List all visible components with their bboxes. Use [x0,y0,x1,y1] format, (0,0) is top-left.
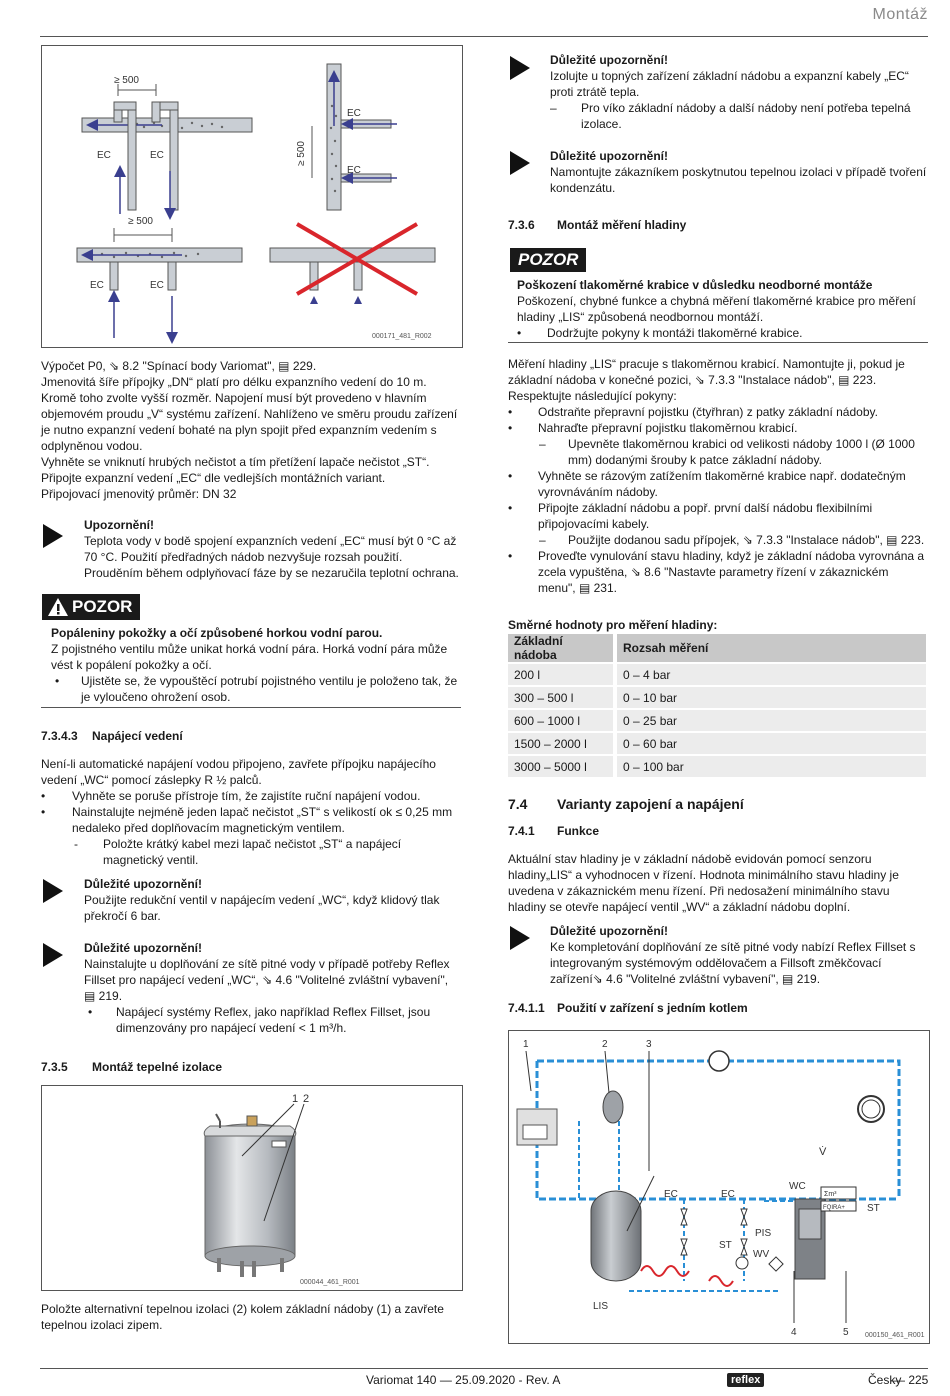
bullet-item: • Nahraďte přepravní pojistku tlakoměrnou krabicí. [508,421,798,435]
bullet-item: • Vyhněte se rázovým zatížením tlakoměrné krabice např. dodatečným vyrovnáváním nádoby. [508,469,906,499]
note-dash-item: – Pro víko základní nádoby a další nádoby není potřeba tepelná izolace. [550,101,911,131]
section-7411-number: 7.4.1.1 [508,1001,545,1015]
note-arrow-icon [510,926,530,950]
feed-line-block [41,756,461,868]
table-cell: 0 – 60 bar [615,732,926,755]
bullet-item: • Připojte základní nádobu a popř. první další nádobu flexibilními připojovacími kabely. [508,501,873,531]
fig3-fqira-label: FQIRA+ [823,1205,845,1211]
note-title: Důležité upozornění! [550,53,668,67]
fig3-pis-label: PIS [755,1228,772,1239]
paragraph-feed: Není-li automatické napájení vodou připojeno, zavřete přípojku napájecího vedení „WC“ pomocí záslepky R ½ palců. [41,757,436,787]
note-text: Teplota vody v bodě spojení expanzních vedení „EC“ musí být 0 °C až 70 °C. Použití předřadných nádob nezvyšuje rozsah použití. Prouděním během odplyňovací fáze by se nezaručila teplotní ochrana. [84,534,459,580]
pozor-rule [41,707,461,708]
footer-language: Česky [868,1373,902,1387]
section-741-title: Funkce [557,824,600,838]
bullet-text: Proveďte vynulování stavu hladiny, když je základní nádoba vyrovnána a zcela vypuštěna, ⇘ 8.6 "Nastavte parametry řízení v zákaznickém menu", ▤ 231. [538,549,925,595]
expansion-variants-drawing [42,46,462,347]
bullet-item: • Odstraňte přepravní pojistku (čtyřhran) z patky základní nádoby. [508,405,878,419]
fig1-dim-1: ≥ 500 [114,75,139,86]
note-title: Upozornění! [84,518,154,532]
section-7343-title: Napájecí vedení [92,729,183,743]
fig3-callout-2: 2 [602,1039,608,1050]
left-text-block [41,358,461,502]
table-cell: 0 – 4 bar [615,663,926,686]
section-741-number: 7.4.1 [508,824,535,838]
bullet-text: Připojte základní nádobu a popř. první další nádobu flexibilními připojovacími kabely. [538,501,873,531]
paragraph-lis: Měření hladiny „LIS“ pracuje s tlakoměrnou krabicí. Namontujte ji, pokud je základní nádoba v konečné pozici, ⇘ 7.3.3 "Instalace nádob", ▤ 223. Respektujte následující pokyny: [508,357,905,403]
bullet-text: Nainstalujte nejméně jeden lapač nečistot „ST“ s velikostí ok ≤ 0,25 mm nedaleko před doplňovacím magnetickým ventilem. [72,805,453,835]
footer-page-number: — 225 [893,1373,929,1387]
note-insulate [550,52,928,132]
fig3-sum-label: Σm³ [824,1191,837,1198]
fig1-dim-2: ≥ 500 [296,141,307,166]
dash-text: Použijte dodanou sadu přípojek, ⇘ 7.3.3 "Instalace nádob", ▤ 223. [568,533,925,547]
bullet-text: Nahraďte přepravní pojistku tlakoměrnou krabicí. [538,421,798,435]
dash-item: – Upevněte tlakoměrnou krabici od velikosti nádoby 1000 l (Ø 1000 mm) dodanými šrouby k patce základní nádoby. [539,437,915,467]
bullet-item: • Vyhněte se poruše přístroje tím, že zajistíte ruční napájení vodou. [41,789,421,803]
section-74-title: Varianty zapojení a napájení [557,796,744,812]
bullet-text: Odstraňte přepravní pojistku (čtyřhran) z patky základní nádoby. [538,405,878,419]
note-reducing-valve [84,876,460,924]
dash-text: Upevněte tlakoměrnou krabici od velikosti nádoby 1000 l (Ø 1000 mm) dodanými šrouby k patce základní nádoby. [568,437,915,467]
bullet-item: • Proveďte vynulování stavu hladiny, když je základní nádoba vyrovnána a zcela vypuštěna, ⇘ 8.6 "Nastavte parametry řízení v zákaznickém menu", ▤ 231. [508,549,925,595]
level-measurement-block [508,356,928,596]
sub-bullet-text: Položte krátký kabel mezi lapač nečistot „ST“ a napájecí magnetický ventil. [103,837,402,867]
sub-bullet-item: - Položte krátký kabel mezi lapač nečistot „ST“ a napájecí magnetický ventil. [74,837,402,867]
note-title: Důležité upozornění! [550,924,668,938]
pozor-burns-block [51,625,461,705]
pozor-title: Popáleniny pokožky a očí způsobené horkou vodní parou. [51,626,383,640]
fig3-wv-label: WV [753,1249,770,1260]
note-title: Důležité upozornění! [84,877,202,891]
fig1-dim-3: ≥ 500 [128,216,153,227]
reflex-logo: reflex [727,1373,764,1387]
fig3-lis-label: LIS [593,1301,609,1312]
pozor-pressure-block [517,277,927,341]
section-7343-number: 7.3.4.3 [41,729,78,743]
pozor-bullet: • Dodržujte pokyny k montáži tlakoměrné krabice. [517,326,803,340]
fig1-ec-label-3: EC [347,108,361,119]
section-735-title: Montáž tepelné izolace [92,1060,223,1074]
warning-triangle-icon [47,597,69,617]
fig1-ec-label-4: EC [347,165,361,176]
pozor-badge: POZOR [510,248,586,272]
fig3-st-label: ST [867,1203,880,1214]
fig2-callout-1: 1 [292,1093,299,1105]
table-cell: 0 – 10 bar [615,686,926,709]
paragraph-diameter: Připojovací jmenovitý průměr: DN 32 [41,487,237,501]
fig3-callout-3: 3 [646,1039,652,1050]
note-text: Izolujte u topných zařízení základní nádobu a expanzní kabely „EC“ proti ztrátě tepla. [550,69,909,99]
table-cell: 3000 – 5000 l [508,755,615,778]
footer-rule [40,1368,928,1369]
paragraph-ec: Připojte expanzní vedení „EC“ dle vedlejších montážních variant. [41,471,386,485]
fig2-callout-2: 2 [303,1093,310,1105]
table-cell: 0 – 25 bar [615,709,926,732]
fig1-ec-label-1: EC [97,150,111,161]
table-row [508,709,926,732]
bullet-item: • Nainstalujte nejméně jeden lapač nečistot „ST“ s velikostí ok ≤ 0,25 mm nedaleko před doplňovacím magnetickým ventilem. [41,805,453,835]
table-cell: 300 – 500 l [508,686,615,709]
note-arrow-icon [43,879,63,903]
pozor-text: Z pojistného ventilu může unikat horká vodní pára. Horká vodní pára může vést k popálení pokožky a očí. [51,642,448,672]
bullet-text: Vyhněte se rázovým zatížením tlakoměrné krabice např. dodatečným vyrovnáváním nádoby. [538,469,906,499]
note-text: Namontujte zákazníkem poskytnutou tepelnou izolaci v případě tvoření kondenzátu. [550,165,927,195]
table-row [508,732,926,755]
pozor-bullet-text: Ujistěte se, že vypouštěcí potrubí pojistného ventilu je položeno tak, že je vyloučeno ohrožení osob. [81,674,458,704]
table-title: Směrné hodnoty pro měření hladiny: [508,618,718,632]
fig3-callout-5: 5 [843,1327,849,1338]
header-rule [40,36,928,37]
note-fillset [84,940,460,1036]
note-arrow-icon [43,524,63,548]
bullet-text: Vyhněte se poruše přístroje tím, že zajistíte ruční napájení vodou. [72,789,421,803]
note-dash-text: Pro víko základní nádoby a další nádoby není potřeba tepelná izolace. [581,101,911,131]
fig3-flow-v: V̇ [819,1146,827,1158]
paragraph-calc: Výpočet P0, ⇘ 8.2 "Spínací body Variomat", ▤ 229. [41,359,317,373]
fig1-ec-label-6: EC [150,280,164,291]
level-reference-table [508,634,926,779]
table-row [508,755,926,778]
fig3-callout-4: 4 [791,1327,797,1338]
note-condensation [550,148,928,196]
section-736-number: 7.3.6 [508,218,535,232]
fig3-ec-label-1: EC [664,1189,678,1200]
fig1-ec-label-2: EC [150,150,164,161]
table-cell: 200 l [508,663,615,686]
note-warning-temp [84,517,460,581]
fig3-code: 000150_461_R001 [865,1332,925,1339]
fig2-code: 000044_461_R001 [300,1279,360,1286]
note-text: Ke kompletování doplňování ze sítě pitné vody nabízí Reflex Fillset s integrovaným systémovým oddělovačem a Fillsoft změkčovací zařízení⇘ 4.6 "Volitelné zvláštní vybavení", ▤ 219. [550,940,916,986]
note-arrow-icon [43,943,63,967]
pozor-badge [42,594,140,620]
note-title: Důležité upozornění! [550,149,668,163]
table-cell: 1500 – 2000 l [508,732,615,755]
pozor-bullet-text: Dodržujte pokyny k montáži tlakoměrné krabice. [547,326,803,340]
paragraph-function: Aktuální stav hladiny je v základní nádobě evidován pomocí senzoru hladiny„LIS“ a vyhodnocen v řízení. Hodnota minimálního stavu hladiny je uvedena v zákaznickém menu řízení. Při nedosažení minimálního stavu hladiny se otevře napájecí ventil „WV“ a základní nádobu doplní. [508,852,899,914]
dash-item: – Použijte dodanou sadu přípojek, ⇘ 7.3.3 "Instalace nádob", ▤ 223. [539,533,925,547]
insulation-drawing [42,1086,462,1290]
pozor-bullet: • Ujistěte se, že vypouštěcí potrubí pojistného ventilu je položeno tak, že je vyloučeno ohrožení osob. [55,674,458,704]
figure-thermal-insulation [41,1085,463,1291]
fig3-wc-label: WC [789,1181,806,1192]
table-header-row [508,634,926,663]
schematic-drawing [509,1031,929,1343]
note-fillsoft [550,923,928,987]
fig1-ec-label-5: EC [90,280,104,291]
fig3-callout-1: 1 [523,1039,529,1050]
table-cell: 600 – 1000 l [508,709,615,732]
section-735-number: 7.3.5 [41,1060,68,1074]
note-title: Důležité upozornění! [84,941,202,955]
fig3-st-label-2: ST [719,1240,732,1251]
figure-expansion-variants [41,45,463,348]
paragraph-insulation: Položte alternativní tepelnou izolaci (2) kolem základní nádoby (1) a zavřete tepelnou izolaci zipem. [41,1302,444,1332]
section-736-title: Montáž měření hladiny [557,218,687,232]
section-7411-title: Použití v zařízení s jedním kotlem [557,1001,748,1015]
note-bullet: • Napájecí systémy Reflex, jako například Reflex Fillset, jsou dimenzovány pro napájecí vedení < 1 m³/h. [88,1005,431,1035]
pozor-text: Poškození, chybné funkce a chybná měření tlakoměrné krabice pro měření hladiny „LIS“ způsobená neodbornou montáží. [517,294,916,324]
table-row [508,663,926,686]
table-header-cell: Základní nádoba [508,634,615,663]
figure-single-boiler-schematic [508,1030,930,1344]
fig3-ec-label-2: EC [721,1189,735,1200]
footer-document-info: Variomat 140 — 25.09.2020 - Rev. A [366,1373,561,1387]
note-arrow-icon [510,151,530,175]
note-text: Použijte redukční ventil v napájecím vedení „WC“, když klidový tlak překročí 6 bar. [84,893,440,923]
section-74-number: 7.4 [508,796,528,812]
note-bullet-text: Napájecí systémy Reflex, jako například Reflex Fillset, jsou dimenzovány pro napájecí vedení < 1 m³/h. [116,1005,431,1035]
note-arrow-icon [510,56,530,80]
paragraph-dn: Jmenovitá šíře přípojky „DN“ platí pro délku expanzního vedení do 10 m. Kromě toho zvolte vyšší rozměr. Napojení musí být provedeno v hlavním objemovém proudu „V“ systému zařízení. Nahlíženo ve směru proudu zařízení je nutno expanzní vedení bohaté na plyn spojit před expanzním vedením s odplyněnou vodou. [41,375,458,453]
table-cell: 0 – 100 bar [615,755,926,778]
paragraph-dirt: Vyhněte se vniknutí hrubých nečistot a tím přetížení lapače nečistot „ST“. [41,455,430,469]
pozor-title: Poškození tlakoměrné krabice v důsledku neodborné montáže [517,278,873,292]
table-header-cell: Rozsah měření [615,634,926,663]
pozor-label: POZOR [72,597,133,616]
header-section-title: Montáž [872,6,928,23]
fig1-code: 000171_481_R002 [372,333,432,340]
pozor-rule [508,342,928,343]
table-row [508,686,926,709]
note-text: Nainstalujte u doplňování ze sítě pitné vody v případě potřeby Reflex Fillset pro napájecí vedení „WC“, ⇘ 4.6 "Volitelné zvláštní vybavení", ▤ 219. [84,957,450,1003]
